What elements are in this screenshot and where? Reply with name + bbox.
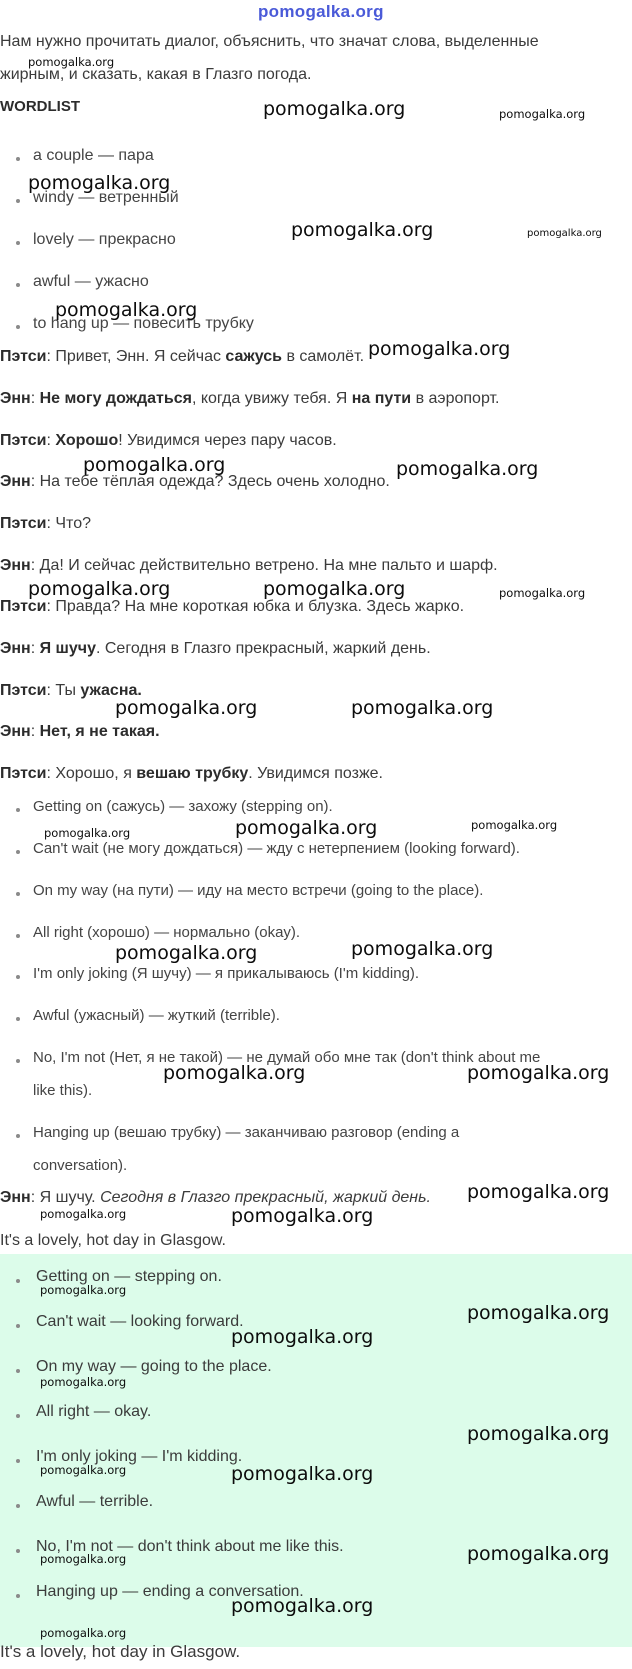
watermark: pomogalka.org (368, 338, 511, 360)
bullet (16, 934, 20, 938)
watermark: pomogalka.org (467, 1181, 610, 1203)
bold-phrase: Не могу дождаться (39, 390, 192, 407)
watermark: pomogalka.org (115, 697, 258, 719)
wordlist-item: to hang up — повесить трубку (33, 315, 254, 332)
bullet (16, 283, 20, 287)
watermark: pomogalka.org (231, 1463, 374, 1485)
watermark: pomogalka.org (28, 578, 171, 600)
bold-phrase: Нет, я не такая. (39, 723, 160, 740)
meaning-item: Getting on (сажусь) — захожу (stepping on). (33, 798, 333, 815)
bullet (16, 1369, 20, 1373)
dialogue-line (0, 639, 431, 659)
bullet (16, 1414, 20, 1418)
bullet (16, 325, 20, 329)
watermark: pomogalka.org (351, 938, 494, 960)
watermark: pomogalka.org (231, 1595, 374, 1617)
dialogue-text: : (30, 640, 40, 657)
dialogue-text: : Правда? На мне короткая юбка и блузка. Здесь жарко. (46, 598, 465, 615)
dialogue-text: : Да! И сейчас действительно ветрено. На мне пальто и шарф. (30, 557, 498, 574)
answer-item: I'm only joking — I'm kidding. (36, 1448, 243, 1465)
watermark: pomogalka.org (291, 219, 434, 241)
speaker: Пэтси (0, 432, 47, 449)
watermark: pomogalka.org (467, 1423, 610, 1445)
weather-english: It's a lovely, hot day in Glasgow. (0, 1232, 226, 1249)
watermark: pomogalka.org (499, 107, 586, 121)
watermark: pomogalka.org (40, 1463, 127, 1477)
dialogue-text: : (30, 390, 40, 407)
watermark: pomogalka.org (231, 1205, 374, 1227)
meaning-item-continued: like this). (33, 1082, 93, 1099)
dialogue-text: : Хорошо, я (46, 765, 137, 782)
dialogue-text: , когда увижу тебя. Я (191, 390, 352, 407)
watermark: pomogalka.org (467, 1302, 610, 1324)
speaker: Энн (0, 640, 31, 657)
speaker: Энн (0, 557, 31, 574)
dialogue-line (0, 514, 91, 534)
speaker: Энн (0, 390, 31, 407)
bullet (16, 1459, 20, 1463)
bold-phrase: Я шучу (39, 640, 96, 657)
watermark: pomogalka.org (115, 942, 258, 964)
speaker: Энн (0, 473, 31, 490)
bullet (16, 975, 20, 979)
watermark: pomogalka.org (40, 1283, 127, 1297)
meaning-item: Hanging up (вешаю трубку) — заканчиваю разговор (ending a (33, 1124, 460, 1141)
answer-item: On my way — going to the place. (36, 1358, 272, 1375)
dialogue-line (0, 556, 498, 576)
watermark: pomogalka.org (40, 1626, 127, 1640)
dialogue-text: : Я шучу. (30, 1189, 101, 1206)
dialogue-text: : (30, 723, 40, 740)
bullet (16, 808, 20, 812)
watermark: pomogalka.org (40, 1552, 127, 1566)
dialogue-text: : На тебе тёплая одежда? Здесь очень холодно. (30, 473, 390, 490)
bold-phrase: на пути (351, 390, 412, 407)
bullet (16, 1504, 20, 1508)
intro-line-1: Нам нужно прочитать диалог, объяснить, что значат слова, выделенные (0, 33, 539, 50)
watermark: pomogalka.org (235, 817, 378, 839)
dialogue-text: : Ты (46, 682, 81, 699)
meaning-item: Awful (ужасный) — жуткий (terrible). (33, 1007, 280, 1024)
dialogue-line (0, 347, 364, 367)
bullet (16, 241, 20, 245)
meaning-item: No, I'm not (Нет, я не такой) — не думай обо мне так (don't think about me (33, 1049, 541, 1066)
bold-phrase: Хорошо (55, 432, 119, 449)
dialogue-line (0, 722, 160, 742)
answer-item: Hanging up — ending a conversation. (36, 1583, 304, 1600)
speaker: Пэтси (0, 598, 47, 615)
bullet (16, 1134, 20, 1138)
watermark: pomogalka.org (499, 586, 586, 600)
speaker: Энн (0, 1189, 31, 1206)
bullet (16, 1594, 20, 1598)
watermark: pomogalka.org (28, 172, 171, 194)
watermark: pomogalka.org (44, 826, 131, 840)
watermark: pomogalka.org (263, 98, 406, 120)
dialogue-text: . Увидимся позже. (248, 765, 383, 782)
speaker: Пэтси (0, 765, 47, 782)
bullet (16, 157, 20, 161)
watermark: pomogalka.org (396, 458, 539, 480)
watermark: pomogalka.org (231, 1326, 374, 1348)
watermark: pomogalka.org (351, 697, 494, 719)
meaning-item: I'm only joking (Я шучу) — я прикалываюсь (I'm kidding). (33, 965, 420, 982)
speaker: Пэтси (0, 682, 47, 699)
dialogue-text: в аэропорт. (411, 390, 500, 407)
speaker: Энн (0, 723, 31, 740)
watermark: pomogalka.org (163, 1062, 306, 1084)
bullet (16, 850, 20, 854)
wordlist-item: windy — ветренный (33, 189, 179, 206)
wordlist-item: lovely — прекрасно (33, 231, 176, 248)
watermark: pomogalka.org (40, 1375, 127, 1389)
dialogue-text: : (46, 432, 56, 449)
bullet (16, 199, 20, 203)
answer-item: All right — okay. (36, 1403, 152, 1420)
answer-item: Awful — terrible. (36, 1493, 154, 1510)
final-line: It's a lovely, hot day in Glasgow. (0, 1642, 241, 1661)
dialogue-line (0, 597, 464, 617)
intro-line-2: жирным, и сказать, какая в Глазго погода. (0, 66, 312, 83)
dialogue-line (0, 389, 500, 409)
meaning-item: On my way (на пути) — иду на место встречи (going to the place). (33, 882, 484, 899)
dialogue-text: . Сегодня в Глазго прекрасный, жаркий день. (95, 640, 431, 657)
bullet (16, 1017, 20, 1021)
wordlist-item: a couple — пара (33, 147, 154, 164)
meaning-item-continued: conversation). (33, 1157, 128, 1174)
watermark: pomogalka.org (471, 818, 558, 832)
meaning-item: All right (хорошо) — нормально (okay). (33, 924, 301, 941)
wordlist-heading: WORDLIST (0, 98, 80, 115)
bold-phrase: ужасна. (80, 682, 142, 699)
watermark: pomogalka.org (467, 1062, 610, 1084)
watermark: pomogalka.org (55, 299, 198, 321)
site-logo[interactable]: pomogalka.org (258, 2, 384, 21)
watermark: pomogalka.org (40, 1207, 127, 1221)
watermark: pomogalka.org (263, 578, 406, 600)
answer-item: No, I'm not — don't think about me like this. (36, 1538, 344, 1555)
watermark: pomogalka.org (83, 454, 226, 476)
dialogue-line (0, 764, 383, 784)
bullet (16, 1059, 20, 1063)
dialogue-text: : Что? (46, 515, 91, 532)
bullet (16, 1324, 20, 1328)
dialogue-text: ! Увидимся через пару часов. (118, 432, 337, 449)
dialogue-text: : Привет, Энн. Я сейчас (46, 348, 226, 365)
answer-item: Getting on — stepping on. (36, 1268, 222, 1285)
speaker: Пэтси (0, 515, 47, 532)
watermark: pomogalka.org (467, 1543, 610, 1565)
bold-phrase: сажусь (225, 348, 282, 365)
watermark: pomogalka.org (28, 55, 115, 69)
italic-phrase: Сегодня в Глазго прекрасный, жаркий день. (100, 1189, 431, 1206)
bullet (16, 1549, 20, 1553)
bullet (16, 892, 20, 896)
speaker: Пэтси (0, 348, 47, 365)
dialogue-line (0, 431, 337, 451)
dialogue-text: в самолёт. (282, 348, 365, 365)
bold-phrase: вешаю трубку (136, 765, 249, 782)
meaning-item: Can't wait (не могу дождаться) — жду с нетерпением (looking forward). (33, 840, 520, 857)
bullet (16, 1279, 20, 1283)
wordlist-item: awful — ужасно (33, 273, 149, 290)
answer-item: Can't wait — looking forward. (36, 1313, 244, 1330)
watermark: pomogalka.org (527, 228, 602, 239)
